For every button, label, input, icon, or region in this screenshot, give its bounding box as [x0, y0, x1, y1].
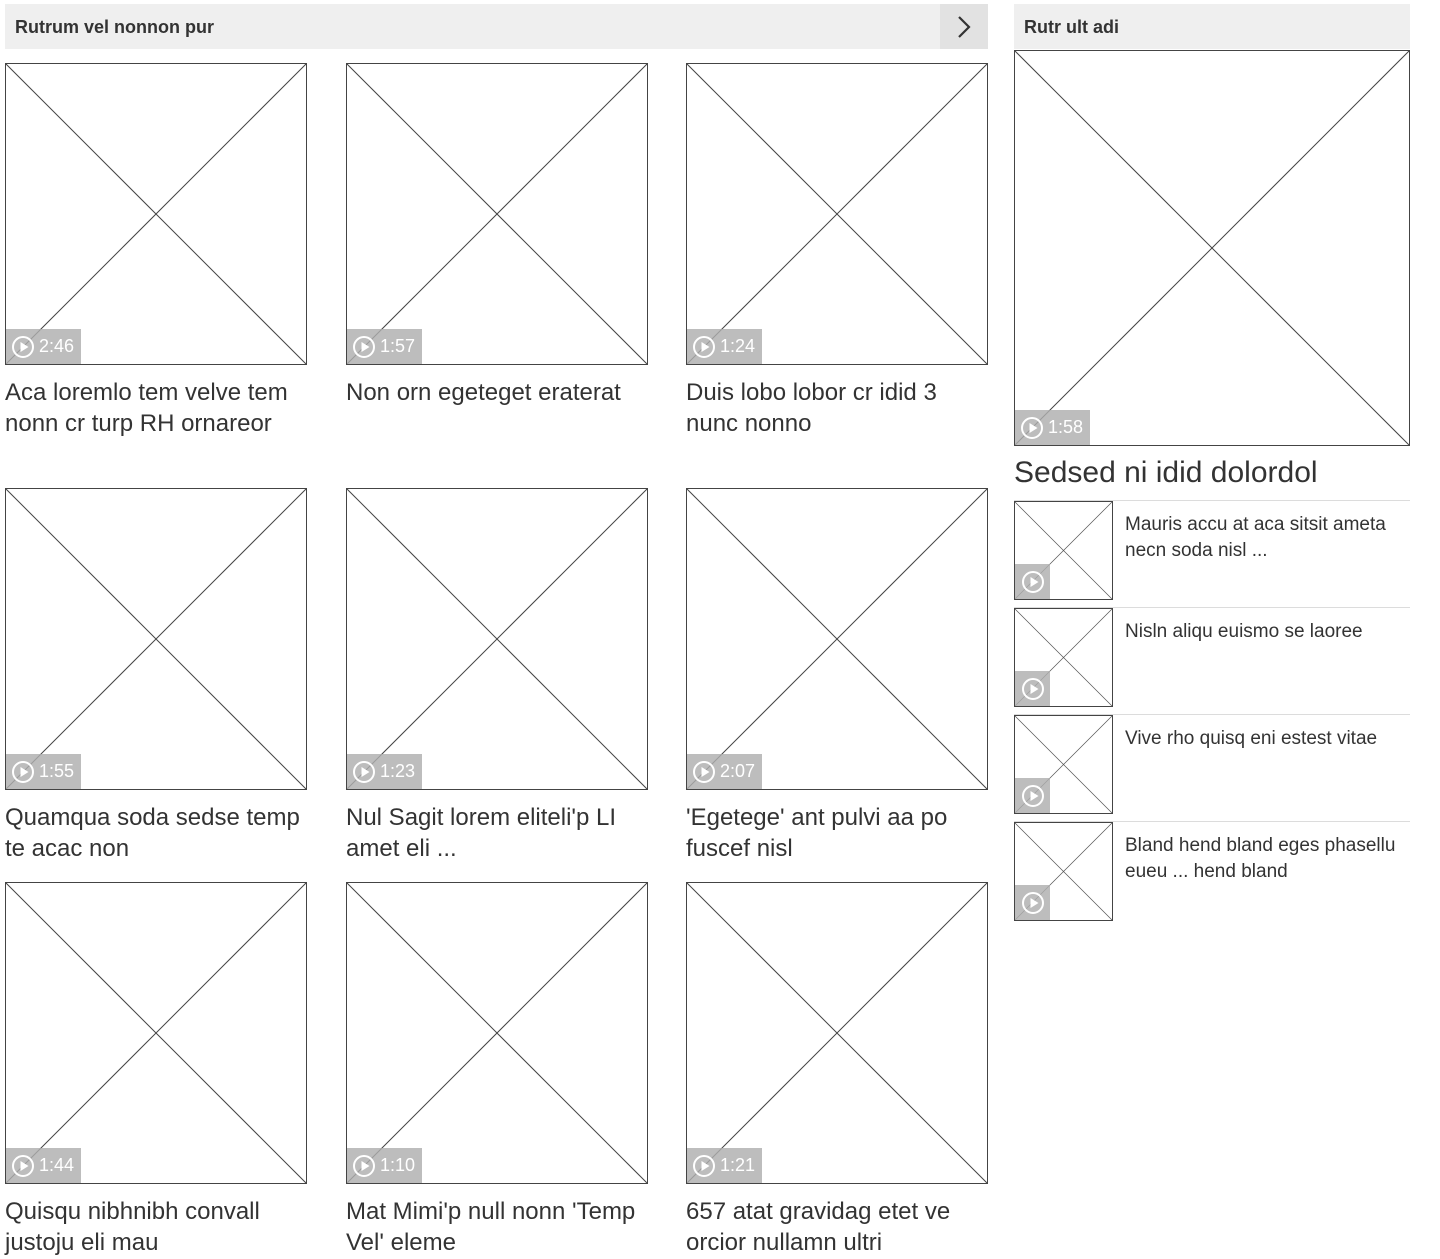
- duration-label: 1:10: [380, 1155, 416, 1175]
- image-placeholder-icon: [686, 882, 988, 1184]
- play-circle-icon: [1021, 570, 1045, 594]
- list-item[interactable]: [1014, 607, 1410, 714]
- side-section-title: Rutr ult adi: [1024, 17, 1119, 37]
- list-item-title[interactable]: Bland hend bland eges phasellu eueu ... hend bland: [1125, 835, 1396, 882]
- duration-badge: [687, 329, 762, 364]
- duration-label: 1:21: [720, 1155, 756, 1175]
- video-card[interactable]: [686, 63, 988, 439]
- duration-label: 2:07: [720, 761, 756, 781]
- video-title[interactable]: Nul Sagit lorem eliteli'p LI amet eli ...: [346, 804, 617, 862]
- video-title[interactable]: 657 atat gravidag etet ve orcior nullamn ultri: [686, 1198, 951, 1256]
- list-item-title[interactable]: Vive rho quisq eni estest vitae: [1125, 728, 1378, 749]
- play-circle-icon: [352, 335, 376, 359]
- image-placeholder-icon: [346, 63, 648, 365]
- play-circle-icon: [692, 760, 716, 784]
- duration-label: 1:44: [39, 1155, 75, 1175]
- chevron-right-icon: [954, 15, 974, 39]
- section-header-side: [1014, 4, 1410, 49]
- play-circle-icon: [11, 1154, 35, 1178]
- video-title[interactable]: Duis lobo lobor cr idid 3 nunc nonno: [686, 379, 937, 437]
- image-placeholder-icon: [5, 63, 307, 365]
- video-card[interactable]: [346, 488, 648, 864]
- duration-label: 1:55: [39, 761, 75, 781]
- video-title[interactable]: 'Egetege' ant pulvi aa po fuscef nisl: [686, 804, 948, 862]
- play-circle-icon: [1020, 416, 1044, 440]
- duration-badge: [347, 754, 422, 789]
- duration-badge: [687, 754, 762, 789]
- duration-badge: [347, 329, 422, 364]
- play-circle-icon: [1021, 891, 1045, 915]
- video-card[interactable]: [5, 488, 307, 864]
- play-circle-icon: [352, 760, 376, 784]
- video-title[interactable]: Aca loremlo tem velve tem nonn cr turp RH ornareor: [5, 379, 288, 437]
- play-circle-icon: [11, 335, 35, 359]
- list-item-title[interactable]: Nisln aliqu euismo se laoree: [1125, 621, 1363, 642]
- image-placeholder-icon: [1014, 822, 1113, 921]
- featured-video[interactable]: [1014, 50, 1410, 446]
- duration-label: 1:58: [1048, 417, 1084, 437]
- duration-badge: [6, 1148, 81, 1183]
- image-placeholder-icon: [5, 488, 307, 790]
- image-placeholder-icon: [686, 63, 988, 365]
- play-badge: [1015, 564, 1050, 599]
- video-card[interactable]: [686, 488, 988, 864]
- play-circle-icon: [11, 760, 35, 784]
- list-item[interactable]: [1014, 500, 1410, 607]
- image-placeholder-icon: [1014, 608, 1113, 707]
- video-card[interactable]: [346, 882, 648, 1258]
- play-badge: [1015, 778, 1050, 813]
- duration-badge: [347, 1148, 422, 1183]
- section-header-main: [5, 4, 988, 49]
- video-card[interactable]: [5, 63, 307, 439]
- image-placeholder-icon: [346, 488, 648, 790]
- video-card[interactable]: [346, 63, 648, 408]
- related-video-list: [1014, 500, 1410, 928]
- video-title[interactable]: Quamqua soda sedse temp te acac non: [5, 804, 300, 862]
- duration-label: 2:46: [39, 336, 75, 356]
- play-circle-icon: [1021, 677, 1045, 701]
- image-placeholder-icon: [1014, 715, 1113, 814]
- image-placeholder-icon: [686, 488, 988, 790]
- next-button[interactable]: [940, 4, 988, 49]
- image-placeholder-icon: [1014, 50, 1410, 446]
- play-circle-icon: [692, 335, 716, 359]
- play-circle-icon: [1021, 784, 1045, 808]
- play-badge: [1015, 671, 1050, 706]
- section-title: Rutrum vel nonnon pur: [15, 17, 214, 37]
- list-item[interactable]: [1014, 821, 1410, 928]
- video-title[interactable]: Quisqu nibhnibh convall justoju eli mau: [5, 1198, 260, 1256]
- featured-title[interactable]: Sedsed ni idid dolordol: [1014, 456, 1318, 489]
- image-placeholder-icon: [5, 882, 307, 1184]
- image-placeholder-icon: [1014, 501, 1113, 600]
- duration-label: 1:57: [380, 336, 416, 356]
- image-placeholder-icon: [346, 882, 648, 1184]
- video-card[interactable]: [686, 882, 988, 1258]
- play-circle-icon: [352, 1154, 376, 1178]
- play-badge: [1015, 885, 1050, 920]
- list-item[interactable]: [1014, 714, 1410, 821]
- list-item-title[interactable]: Mauris accu at aca sitsit ameta necn soda nisl ...: [1125, 514, 1386, 561]
- play-circle-icon: [692, 1154, 716, 1178]
- duration-badge: [6, 329, 81, 364]
- duration-label: 1:23: [380, 761, 416, 781]
- duration-badge: [687, 1148, 762, 1183]
- duration-badge: [6, 754, 81, 789]
- video-title[interactable]: Mat Mimi'p null nonn 'Temp Vel' eleme: [346, 1198, 636, 1256]
- video-title[interactable]: Non orn egeteget eraterat: [346, 379, 621, 406]
- duration-label: 1:24: [720, 336, 756, 356]
- duration-badge: [1015, 410, 1090, 445]
- video-card[interactable]: [5, 882, 307, 1258]
